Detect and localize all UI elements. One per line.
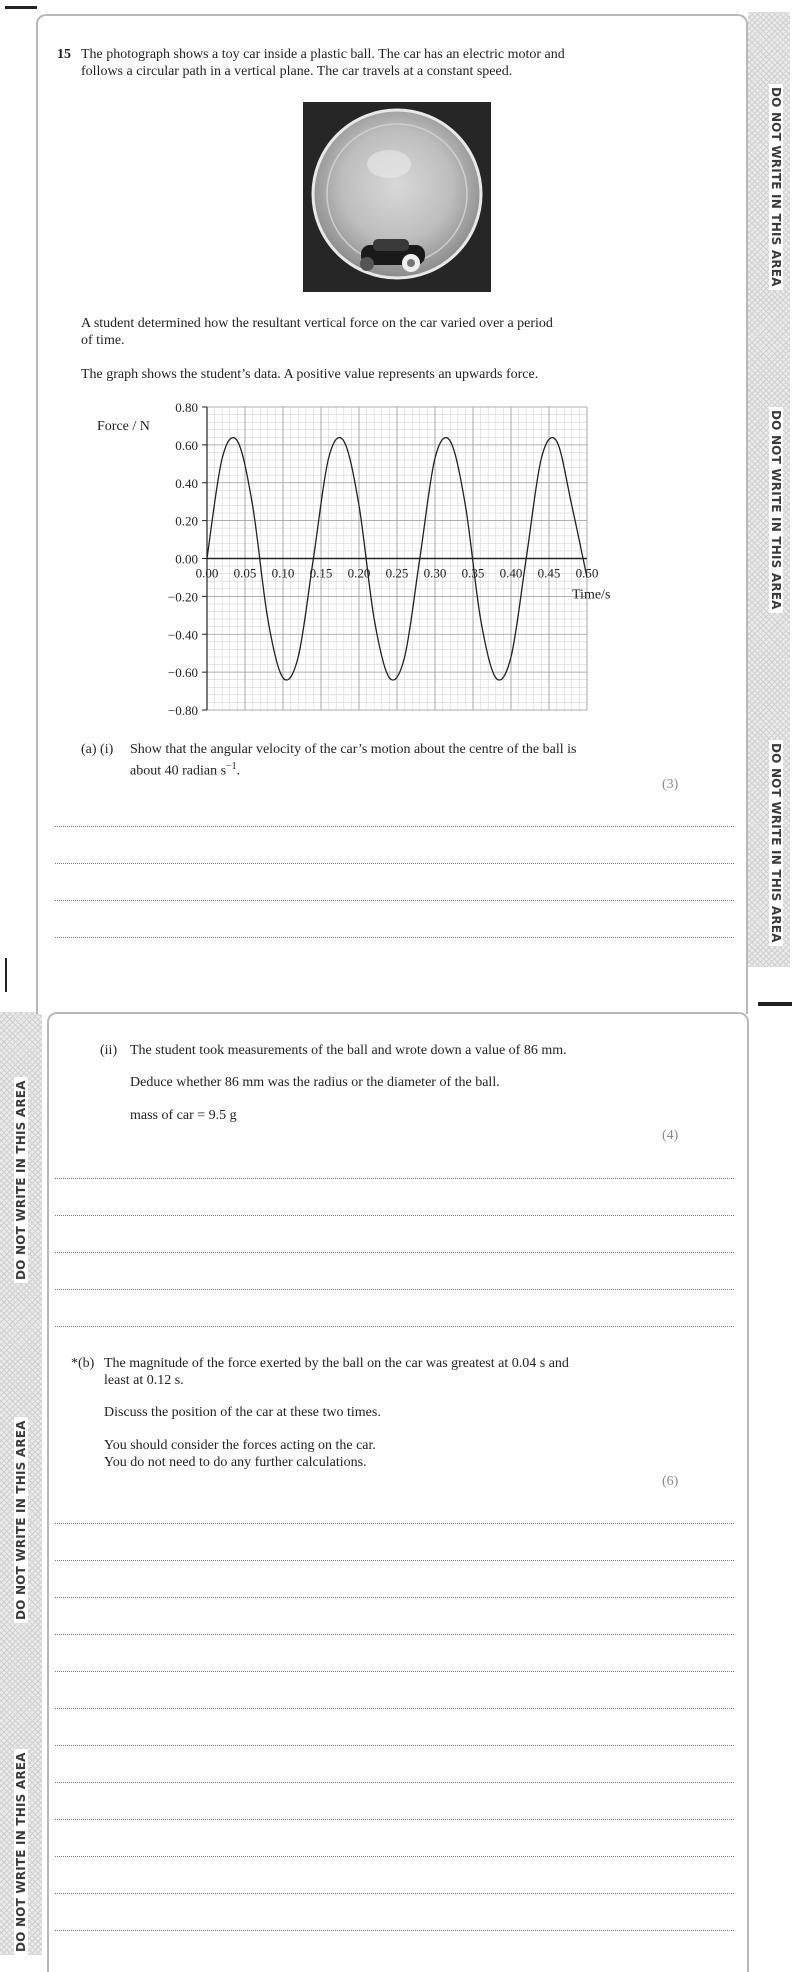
y-tick-label: −0.40: [167, 627, 198, 643]
x-tick-label: 0.45: [537, 565, 561, 581]
y-tick-label: −0.60: [167, 665, 198, 681]
part-b-line2: least at 0.12 s.: [104, 1373, 184, 1388]
margin-label-right-3: DO NOT WRITE IN THIS AREA: [769, 740, 783, 946]
x-tick-label: 0.30: [423, 565, 447, 581]
part-b-line1: The magnitude of the force exerted by the ball on the car was greatest at 0.04 s and: [104, 1356, 569, 1371]
x-tick-label: 0.40: [499, 565, 523, 581]
answer-line[interactable]: [55, 900, 734, 901]
part-b-marks: (6): [662, 1474, 679, 1489]
answer-line[interactable]: [55, 1289, 734, 1290]
part-a-ii-label: (ii): [100, 1043, 118, 1058]
y-tick-label: 0.00: [175, 551, 198, 567]
y-tick-label: 0.80: [175, 400, 198, 415]
answer-line[interactable]: [55, 1819, 734, 1820]
x-axis-label: Time/s: [572, 587, 611, 603]
x-tick-label: 0.25: [385, 565, 409, 581]
answer-line[interactable]: [55, 1178, 734, 1179]
x-tick-label: 0.10: [271, 565, 295, 581]
part-a-i-line1: Show that the angular velocity of the car’s motion about the centre of the ball is: [130, 742, 577, 757]
part-a-i-marks: (3): [662, 777, 679, 792]
part-a-ii-line2: Deduce whether 86 mm was the radius or the diameter of the ball.: [130, 1075, 500, 1090]
margin-label-left-2: DO NOT WRITE IN THIS AREA: [14, 1417, 28, 1623]
part-a-ii-marks: (4): [662, 1128, 679, 1143]
part-a-ii-line3: mass of car = 9.5 g: [130, 1108, 237, 1123]
part-b-line5: You do not need to do any further calculations.: [104, 1455, 367, 1470]
part-a-ii-line1: The student took measurements of the ball and wrote down a value of 86 mm.: [130, 1043, 567, 1058]
answer-line[interactable]: [55, 1560, 734, 1561]
answer-line[interactable]: [55, 937, 734, 938]
answer-line[interactable]: [55, 1634, 734, 1635]
page-edge-mark-right: [758, 1002, 792, 1006]
answer-line[interactable]: [55, 1252, 734, 1253]
page-edge-mark-left: [5, 958, 7, 992]
question-intro-line1: The photograph shows a toy car inside a plastic ball. The car has an electric motor and: [81, 47, 565, 62]
question-number: 15: [57, 47, 71, 62]
page-frame-2: [47, 1012, 749, 1972]
student-statement-line1: A student determined how the resultant vertical force on the car varied over a period: [81, 316, 553, 331]
margin-label-left-3: DO NOT WRITE IN THIS AREA: [14, 1749, 28, 1955]
y-tick-label: 0.60: [175, 437, 198, 453]
graph-caption: The graph shows the student’s data. A positive value represents an upwards force.: [81, 367, 539, 382]
x-tick-label: 0.50: [575, 565, 599, 581]
y-tick-label: 0.40: [175, 475, 198, 491]
margin-label-right-2: DO NOT WRITE IN THIS AREA: [769, 407, 783, 613]
answer-line[interactable]: [55, 1708, 734, 1709]
answer-line[interactable]: [55, 1856, 734, 1857]
answer-line[interactable]: [55, 1930, 734, 1931]
part-a-i-label: (a) (i): [81, 742, 114, 757]
student-statement-line2: of time.: [81, 333, 125, 348]
margin-label-left-1: DO NOT WRITE IN THIS AREA: [14, 1077, 28, 1283]
question-intro-line2: follows a circular path in a vertical plane. The car travels at a constant speed.: [81, 64, 513, 79]
answer-line[interactable]: [55, 1893, 734, 1894]
answer-line[interactable]: [55, 1215, 734, 1216]
answer-line[interactable]: [55, 863, 734, 864]
x-tick-label: 0.00: [195, 565, 219, 581]
answer-line[interactable]: [55, 1597, 734, 1598]
y-tick-label: 0.20: [175, 513, 198, 529]
y-tick-label: −0.20: [167, 589, 198, 605]
x-tick-label: 0.35: [461, 565, 485, 581]
y-axis-label: Force / N: [97, 419, 150, 434]
answer-line[interactable]: [55, 1671, 734, 1672]
part-b-label: *(b): [71, 1356, 95, 1371]
answer-line[interactable]: [55, 1782, 734, 1783]
margin-label-right-1: DO NOT WRITE IN THIS AREA: [769, 84, 783, 290]
part-b-line3: Discuss the position of the car at these two times.: [104, 1405, 381, 1420]
answer-line[interactable]: [55, 1326, 734, 1327]
x-tick-label: 0.20: [347, 565, 371, 581]
answer-line[interactable]: [55, 1745, 734, 1746]
y-tick-label: −0.80: [167, 703, 198, 718]
part-a-i-line2: about 40 radian $s^{-1}$.: [130, 761, 241, 779]
x-tick-label: 0.05: [233, 565, 257, 581]
answer-line[interactable]: [55, 1523, 734, 1524]
answer-line[interactable]: [55, 826, 734, 827]
force-time-graph: [0, 0, 795, 720]
part-b-line4: You should consider the forces acting on the car.: [104, 1438, 376, 1453]
x-tick-label: 0.15: [309, 565, 333, 581]
